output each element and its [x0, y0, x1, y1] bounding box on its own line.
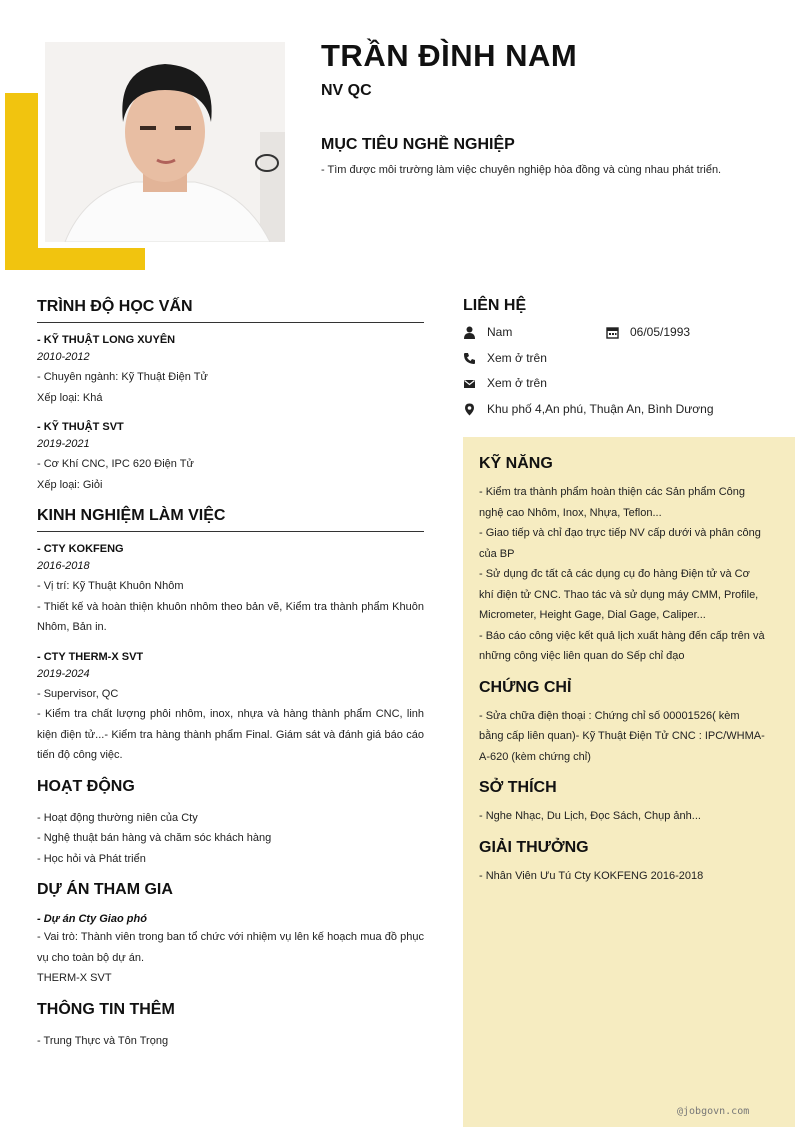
activities-section: [37, 778, 424, 870]
skill-line: - Báo cáo công việc kết quả lịch xuất hàng đến cấp trên và những công việc liên quan do Sếp chỉ đạo: [479, 629, 765, 662]
education-entry: [37, 419, 424, 495]
experience-entry: [37, 649, 424, 766]
experience-entry: [37, 541, 424, 638]
portrait-image: [45, 42, 285, 242]
activity-line: - Học hỏi và Phát triển: [37, 852, 146, 865]
contact-birthday: [606, 325, 690, 339]
education-school: - KỸ THUẬT SVT: [37, 421, 124, 433]
birthday-value: 06/05/1993: [630, 325, 691, 339]
education-line: - Chuyên ngành: Kỹ Thuật Điện Tử: [37, 371, 208, 383]
education-entry: [37, 332, 424, 408]
project-line: THERM-X SVT: [37, 972, 112, 984]
activities-heading: HOẠT ĐỘNG: [37, 777, 135, 795]
skill-line: - Sử dụng đc tất cả các dụng cụ đo hàng Điện tử và Cơ khí điện tử CNC. Thao tác và sử dụng máy CMM, Profile, Micrometer, Height Gage, Dial Gage, Caliper...: [479, 568, 759, 621]
skill-line: - Giao tiếp và chỉ đạo trực tiếp NV cấp dưới và phân công của BP: [479, 527, 761, 560]
activity-line: - Nghệ thuật bán hàng và chăm sóc khách hàng: [37, 832, 272, 844]
contact-email: [463, 376, 547, 390]
person-icon: [463, 326, 476, 339]
address-value: Khu phố 4,An phú, Thuận An, Bình Dương: [487, 402, 714, 416]
more-info-heading: THÔNG TIN THÊM: [37, 1000, 175, 1018]
certificates-section: [479, 679, 765, 768]
project-title: - Dự án Cty Giao phó: [37, 913, 147, 925]
certificates-heading: CHỨNG CHỈ: [479, 678, 572, 696]
hobby-line: - Nghe Nhạc, Du Lịch, Đọc Sách, Chụp ảnh...: [479, 810, 701, 822]
phone-icon: [463, 352, 476, 365]
candidate-name: TRẦN ĐÌNH NAM: [321, 38, 578, 73]
gender-value: Nam: [487, 325, 513, 339]
projects-section: [37, 881, 424, 989]
candidate-role: NV QC: [321, 82, 372, 99]
objective-heading: MỤC TIÊU NGHỀ NGHIỆP: [321, 136, 515, 153]
contact-heading: LIÊN HỆ: [463, 297, 527, 314]
education-school: - KỸ THUẬT LONG XUYÊN: [37, 334, 176, 346]
hobbies-section: [479, 779, 765, 827]
contact-gender: [463, 325, 512, 339]
calendar-icon: [606, 326, 619, 339]
phone-value: Xem ở trên: [487, 351, 547, 365]
project-line: - Vai trò: Thành viên trong ban tổ chức với nhiệm vụ lên kế hoạch mua đồ phục vụ cho toàn bộ dự án.: [37, 931, 424, 964]
experience-company: - CTY KOKFENG: [37, 543, 124, 555]
profile-photo: [45, 42, 285, 242]
skills-section: [479, 455, 765, 667]
education-date: 2010-2012: [37, 351, 90, 363]
education-heading: TRÌNH ĐỘ HỌC VẤN: [37, 298, 424, 323]
education-line: Xếp loại: Khá: [37, 391, 103, 404]
skill-line: - Kiểm tra thành phẩm hoàn thiện các Sản phẩm Công nghệ cao Nhôm, Inox, Nhựa, Teflon...: [479, 486, 745, 519]
education-date: 2019-2021: [37, 438, 90, 450]
experience-date: 2016-2018: [37, 560, 90, 572]
email-value: Xem ở trên: [487, 376, 547, 390]
projects-heading: DỰ ÁN THAM GIA: [37, 881, 173, 898]
experience-line: - Vị trí: Kỹ Thuật Khuôn Nhôm: [37, 580, 184, 592]
location-pin-icon: [463, 403, 476, 416]
objective-text: - Tìm được môi trường làm việc chuyên nghiệp hòa đồng và cùng nhau phát triển.: [321, 164, 722, 176]
experience-line: - Supervisor, QC: [37, 687, 119, 700]
skills-heading: KỸ NĂNG: [479, 455, 553, 472]
contact-phone: [463, 351, 547, 365]
left-column: [37, 298, 424, 1063]
experience-section: [37, 507, 424, 766]
experience-line: - Thiết kế và hoàn thiện khuôn nhôm theo bản vẽ, Kiểm tra thành phẩm Khuôn Nhôm, Bản in.: [37, 600, 424, 633]
awards-section: [479, 839, 765, 887]
experience-company: - CTY THERM-X SVT: [37, 650, 144, 663]
award-line: - Nhân Viên Ưu Tú Cty KOKFENG 2016-2018: [479, 869, 704, 882]
certificate-line: - Sửa chữa điện thoại : Chứng chỉ số 00001526( kèm bằng cấp liên quan)- Kỹ Thuật Điện Tử CNC : IPC/WHMA-A-620 (kèm chứng chỉ): [479, 709, 765, 763]
more-info-line: - Trung Thực và Tôn Trọng: [37, 1034, 169, 1047]
contact-address: [463, 402, 714, 416]
more-info-section: [37, 1001, 424, 1052]
education-line: Xếp loại: Giỏi: [37, 478, 103, 491]
experience-heading: KINH NGHIỆM LÀM VIỆC: [37, 507, 424, 532]
activity-line: - Hoạt động thường niên của Cty: [37, 811, 198, 824]
education-line: - Cơ Khí CNC, IPC 620 Điện Tử: [37, 458, 194, 470]
mail-icon: [463, 377, 476, 390]
experience-date: 2019-2024: [37, 667, 90, 680]
hobbies-heading: SỞ THÍCH: [479, 779, 557, 796]
experience-line: - Kiểm tra chất lượng phôi nhôm, inox, nhựa và hàng thành phẩm CNC, linh kiện điện tử...- Kiểm tra hàng thành phẩm Final. Giám sát và đánh giá báo cáo tiến độ công việc.: [37, 708, 424, 761]
watermark-text: @jobgovn.com: [677, 1106, 750, 1117]
right-panel: [463, 437, 795, 1127]
education-section: [37, 298, 424, 495]
awards-heading: GIẢI THƯỞNG: [479, 838, 589, 856]
